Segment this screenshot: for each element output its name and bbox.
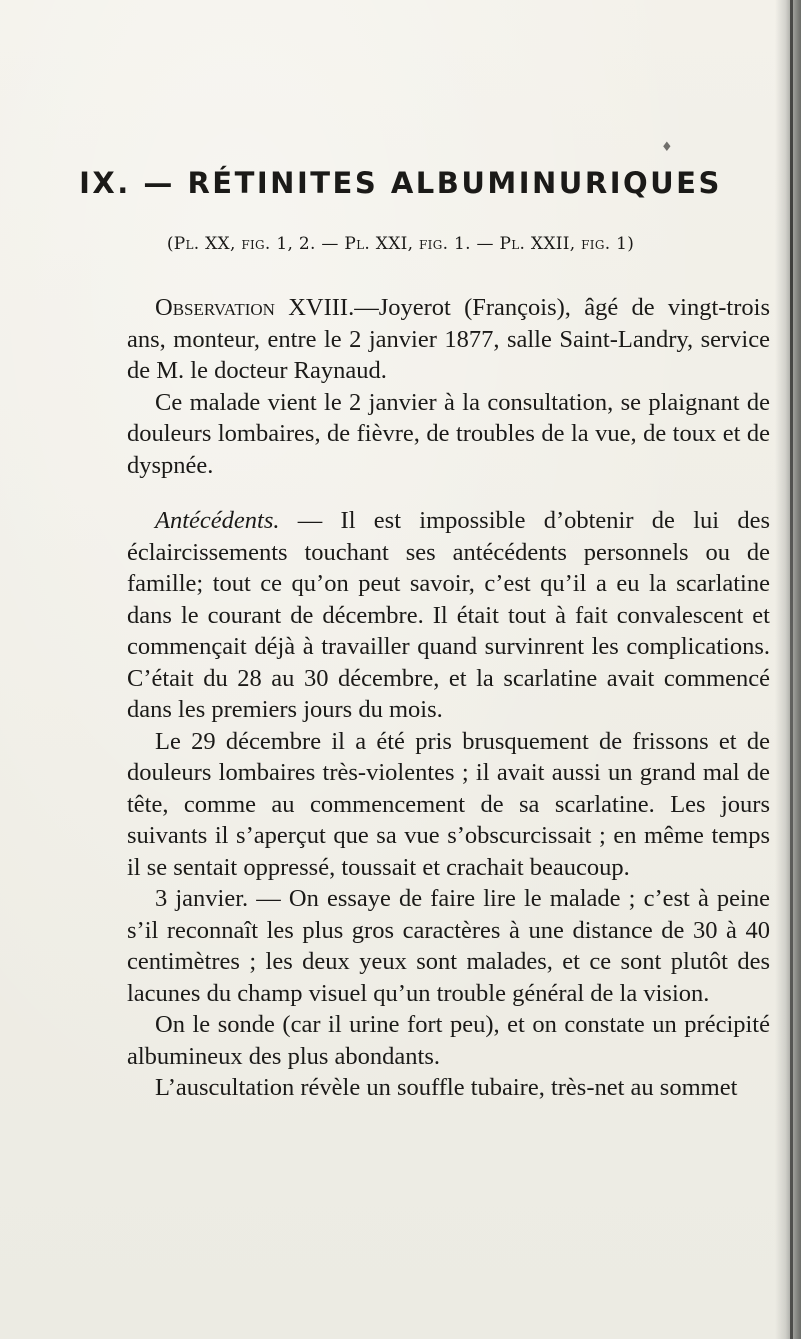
paragraph-january-3: 3 janvier. — On essaye de faire lire le malade ; c’est à peine s’il reconnaît les plus gros caractères à une distance de 30 à 40 centimètres ; les deux yeux sont malades, et ce sont plutôt des lacunes du champ visuel qu’un trouble général de la vision. bbox=[127, 885, 770, 1007]
antecedents-label: Antécédents. bbox=[155, 507, 280, 534]
paragraph-antecedents bbox=[127, 505, 770, 726]
paragraph-observation bbox=[127, 292, 770, 387]
paragraph-urine: On le sonde (car il urine fort peu), et on constate un précipité albumineux des plus abondants. bbox=[127, 1011, 770, 1070]
binding-shadow bbox=[775, 0, 801, 1339]
body-text bbox=[127, 292, 770, 1104]
plate-references: (Pl. XX, fig. 1, 2. — Pl. XXI, fig. 1. — Pl. XXII, fig. 1) bbox=[166, 234, 635, 254]
observation-text: —Joyerot (François), âgé de vingt-trois ans, monteur, entre le 2 janvier 1877, salle Saint-Landry, service de M. le docteur Raynaud. bbox=[127, 294, 770, 384]
paragraph-onset: Le 29 décembre il a été pris brusquement de frissons et de douleurs lombaires très-violentes ; il avait aussi un grand mal de tête, comme au commencement de sa scarlatine. Les jours suivants il s’aperçut que sa vue s’obscurcissait ; en même temps il se sentait oppressé, toussait et crachait beaucoup. bbox=[127, 727, 770, 881]
antecedents-text: — Il est impossible d’obtenir de lui des éclaircissements touchant ses antécédents personnels ou de famille; tout ce qu’on peut savoir, c’est qu’il a eu la scarlatine dans le courant de décembre. Il était tout à fait convalescent et commençait déjà à travailler quand survinrent les complications. C’était du 28 au 30 décembre, et la scarlatine avait commencé dans les premiers jours du mois. bbox=[127, 507, 770, 723]
binding-edge-line bbox=[790, 0, 793, 1339]
print-speck: ♦ bbox=[661, 140, 673, 155]
paragraph-auscultation: L’auscultation révèle un souffle tubaire, très-net au sommet bbox=[155, 1074, 738, 1101]
section-heading: IX. — RÉTINITES ALBUMINURIQUES bbox=[79, 166, 722, 200]
observation-label: Observation XVIII. bbox=[155, 294, 355, 321]
paragraph-consultation: Ce malade vient le 2 janvier à la consultation, se plaignant de douleurs lombaires, de fièvre, de troubles de la vue, de toux et de dyspnée. bbox=[127, 388, 770, 479]
